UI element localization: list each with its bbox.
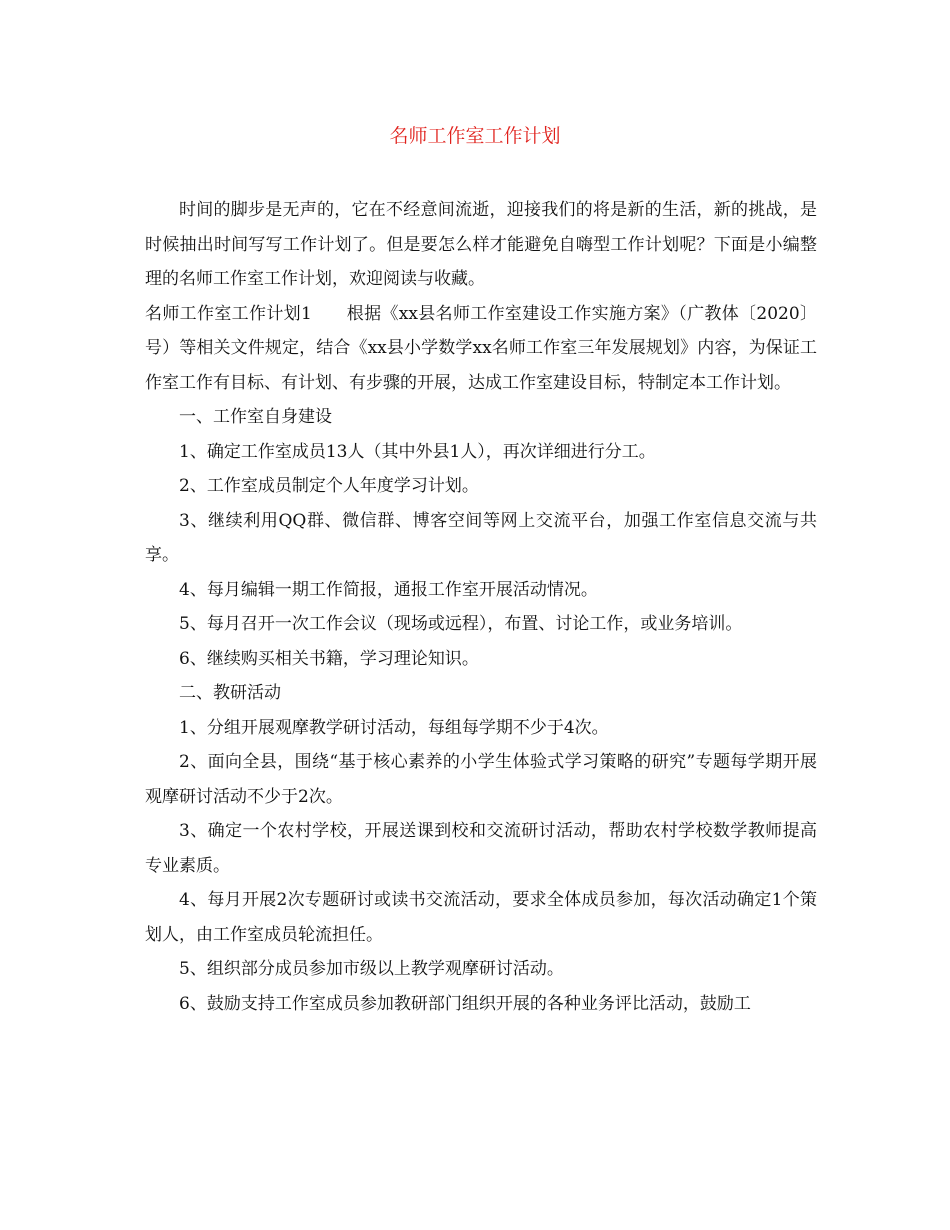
document-body xyxy=(145,193,817,1021)
section-heading: 二、教研活动 xyxy=(179,683,281,703)
list-item: 6、鼓励支持工作室成员参加教研部门组织开展的各种业务评比活动，鼓励工 xyxy=(179,993,751,1014)
list-item: 5、每月召开一次工作会议（现场或远程），布置、讨论工作，或业务培训。 xyxy=(179,614,743,634)
list-item: 4、每月编辑一期工作简报，通报工作室开展活动情况。 xyxy=(179,579,598,600)
list-item: 5、组织部分成员参加市级以上教学观摩研讨活动。 xyxy=(179,959,564,979)
list-item: 1、确定工作室成员13人（其中外县1人），再次详细进行分工。 xyxy=(179,441,656,462)
section-heading: 一、工作室自身建设 xyxy=(179,407,332,427)
document-title: 名师工作室工作计划 xyxy=(389,125,561,147)
list-item: 4、每月开展2次专题研讨或读书交流活动，要求全体成员参加，每次活动确定1个策划人，由工作室成员轮流担任。 xyxy=(145,890,817,945)
list-item: 3、继续利用QQ群、微信群、博客空间等网上交流平台，加强工作室信息交流与共享。 xyxy=(145,510,817,565)
list-item: 2、工作室成员制定个人年度学习计划。 xyxy=(179,476,479,496)
list-item: 1、分组开展观摩教学研讨活动，每组每学期不少于4次。 xyxy=(179,717,609,738)
paragraph: 名师工作室工作计划1 根据《xx县名师工作室建设工作实施方案》（广教体〔2020〕号）等相关文件规定，结合《xx县小学数学xx名师工作室三年发展规划》内容，为保证工作室工作有目标、有计划、有步骤的开展，达成工作室建设目标，特制定本工作计划。 xyxy=(145,303,817,393)
paragraph: 时间的脚步是无声的，它在不经意间流逝，迎接我们的将是新的生活，新的挑战，是时候抽出时间写写工作计划了。但是要怎么样才能避免自嗨型工作计划呢？下面是小编整理的名师工作室工作计划，欢迎阅读与收藏。 xyxy=(145,200,817,289)
list-item: 3、确定一个农村学校，开展送课到校和交流研讨活动，帮助农村学校数学教师提高专业素质。 xyxy=(145,821,817,876)
list-item: 2、面向全县，围绕“基于核心素养的小学生体验式学习策略的研究”专题每学期开展观摩研讨活动不少于2次。 xyxy=(145,752,817,807)
list-item: 6、继续购买相关书籍，学习理论知识。 xyxy=(179,648,479,669)
